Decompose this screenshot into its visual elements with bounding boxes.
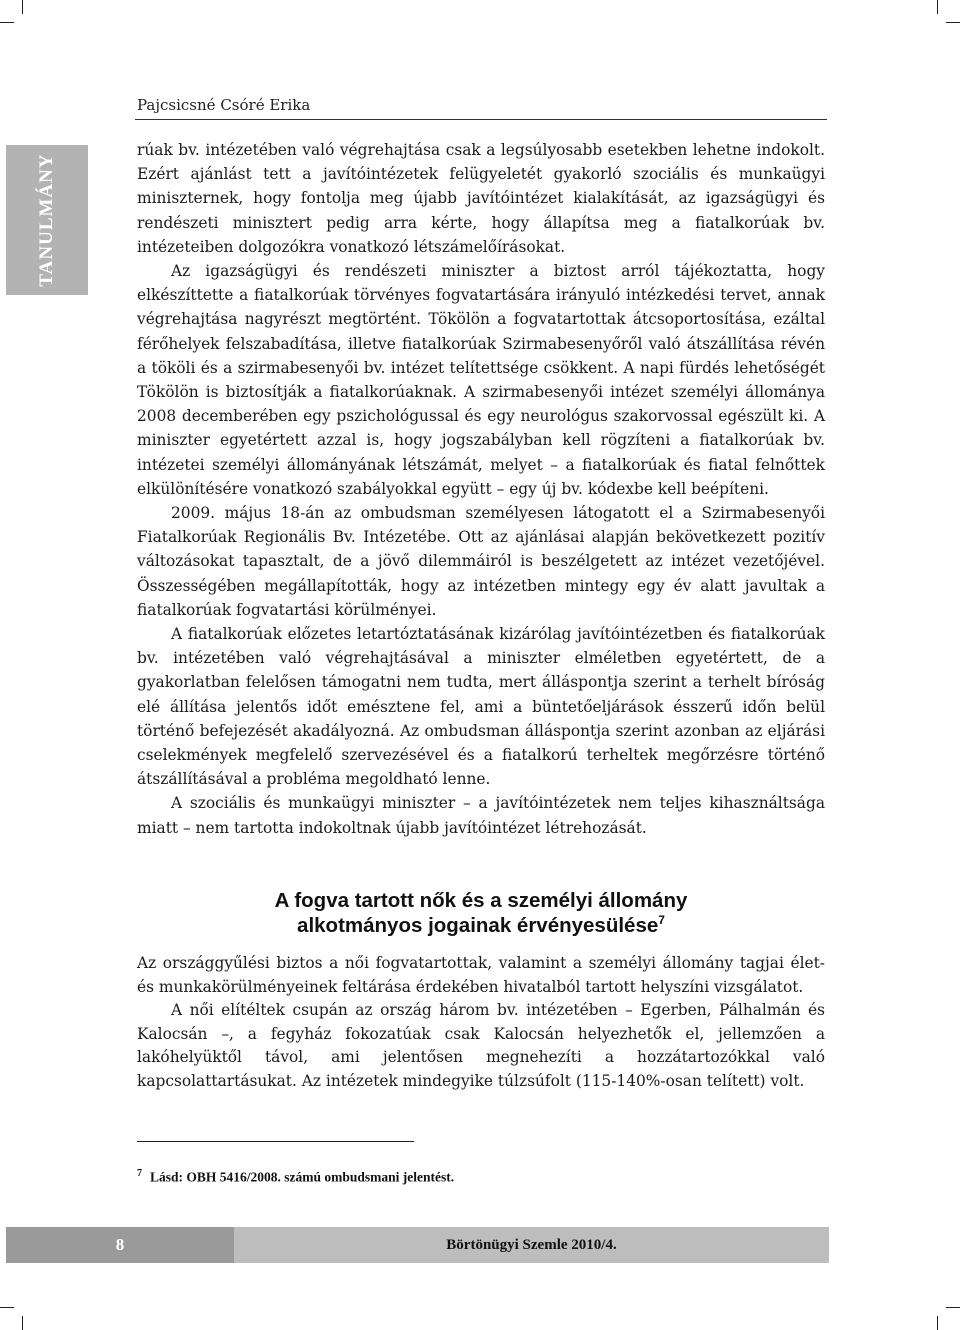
paragraph: rúak bv. intézetében való végrehajtása csak a legsúlyosabb esetekben lehetne indokolt. Ezért ajánlást tett a javítóintézetek felügyeletét gyakorló szociális és munkaügyi miniszternek, hogy fontolja meg újabb javítóintézet kialakítását, az igazságügyi és rendészeti minisztert pedig arra kérte, hogy állapítsa meg a fiatalkorúak bv. intézeteiben dolgozókra vonatkozó létszámelőírásokat.	[137, 141, 825, 256]
footnote-text: Lásd: OBH 5416/2008. számú ombudsmani jelentést.	[150, 1169, 455, 1185]
footnote	[137, 1168, 454, 1186]
page-number: 8	[115, 1235, 125, 1254]
running-header-author: Pajcsicsné Csóré Erika	[137, 96, 311, 114]
section-title-line2-text: alkotmányos jogainak érvényesülése	[297, 914, 659, 937]
section-title-line1: A fogva tartott nők és a személyi állomány	[274, 889, 688, 912]
side-tab-label: TANULMÁNY	[36, 153, 57, 287]
footnote-rule	[137, 1141, 414, 1142]
section-title-line2	[137, 913, 825, 938]
crop-mark	[0, 1307, 14, 1308]
header-rule	[135, 119, 827, 120]
crop-mark	[937, 1316, 938, 1330]
crop-mark	[22, 0, 23, 14]
crop-mark	[946, 1307, 960, 1308]
paragraph: 2009. május 18-án az ombudsman személyesen látogatott el a Szirmabesenyői Fiatalkorúak Regionális Bv. Intézetébe. Ott az ajánlásai alapján bekövetkezett pozitív változásokat tapasztalt, de a jövő dilemmáiról is beszélgetett az intézet vezetőjével. Összességében megállapították, hogy az intézetben mintegy egy év alatt javultak a fiatalkorúak fogvatartási körülményei.	[137, 504, 825, 619]
paragraph: A női elítéltek csupán az ország három bv. intézetében – Egerben, Pálhalmán és Kalocsán –, a fegyház fokozatúak csak Kalocsán helyezhetők el, jellemzően a lakóhelyüktől távol, ami jelentősen megnehezíti a hozzátartozókkal való kapcsolattartásukat. Az intézetek mindegyike túlzsúfolt (115-140%-osan telített) volt.	[137, 1001, 825, 1090]
crop-mark	[22, 1316, 23, 1330]
section2-body	[137, 952, 825, 1094]
crop-mark	[946, 22, 960, 23]
journal-title: Börtönügyi Szemle 2010/4.	[446, 1237, 617, 1253]
section-title	[137, 888, 825, 938]
paragraph: A fiatalkorúak előzetes letartóztatásának kizárólag javítóintézetben és fiatalkorúak bv. intézetében való végrehajtásával a miniszter elméletben egyetértett, de a gyakorlatban felelősen támogatni nem tudta, mert álláspontja szerint a terhelt bíróság elé állítása jelentős időt emésztene fel, ami a büntetőeljárások ésszerű időn belül történő befejezését akadályozná. Az ombudsman álláspontja szerint azonban az eljárási cselekmények megfelelő szervezésével és a fiatalkorú terheltek megőrzésre történő átszállításával a probléma megoldható lenne.	[137, 625, 825, 789]
paragraph: Az országgyűlési biztos a női fogvatartottak, valamint a személyi állomány tagjai élet- és munkakörülményeinek feltárása érdekében hivatalból tartott helyszíni vizsgálatot.	[137, 954, 825, 996]
footnote-ref[interactable]: 7	[658, 913, 665, 928]
footnote-number: 7	[137, 1168, 142, 1179]
paragraph: A szociális és munkaügyi miniszter – a javítóintézetek nem teljes kihasználtsága miatt – nem tartotta indokoltnak újabb javítóintézet létrehozását.	[137, 794, 825, 837]
paragraph: Az igazságügyi és rendészeti miniszter a biztost arról tájékoztatta, hogy elkészíttette a fiatalkorúak törvényes fogvatartására irányuló intézkedési tervet, annak végrehajtása nagyrészt megtörtént. Tökölön a fogvatartottak átcsoportosítása, ezáltal férőhelyek felszabadítása, illetve fiatalkorúak Szirmabesenyőről való átszállítása révén a tököli és a szirmabesenyői bv. intézet telítettsége csökkent. A napi fürdés lehetőségét Tökölön is biztosítják a fiatalkorúaknak. A szirmabesenyői intézet személyi állománya 2008 decemberében egy pszichológussal és egy neurológus szakorvossal egészült ki. A miniszter egyetértett azzal is, hogy jogszabályban kell rögzíteni a fiatalkorúak bv. intézetei személyi állományának létszámát, melyet – a fiatalkorúak és fiatal felnőttek elkülönítésére vonatkozó szabályokkal együtt – egy új bv. kódexbe kell beépíteni.	[137, 262, 825, 498]
crop-mark	[937, 0, 938, 14]
section1-body	[137, 138, 825, 840]
crop-mark	[0, 22, 14, 23]
